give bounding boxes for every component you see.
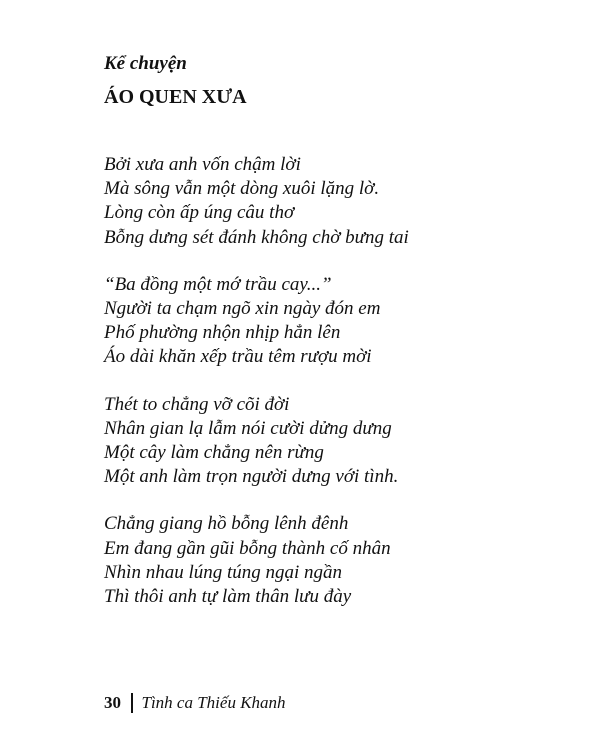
poem-line: Thét to chẳng vỡ cõi đời	[104, 393, 290, 415]
poem-line: Chẳng giang hồ bỗng lênh đênh	[104, 513, 349, 535]
poem-line: Mà sông vẫn một dòng xuôi lặng lờ.	[104, 178, 380, 200]
poem-line: Bỗng dưng sét đánh không chờ bưng tai	[104, 226, 409, 248]
poem-line: “Ba đồng một mớ trầu cay...”	[104, 273, 332, 295]
poem-line: Nhìn nhau lúng túng ngại ngần	[104, 561, 343, 583]
section-kicker: Kể chuyện	[104, 53, 187, 74]
poem-title: ÁO QUEN XƯA	[104, 86, 247, 108]
stanza-2	[104, 273, 564, 370]
poem-line: Em đang gần gũi bỗng thành cố nhân	[104, 537, 391, 559]
poem-line: Nhân gian lạ lẫm nói cười dửng dưng	[104, 417, 392, 439]
poem-line: Thì thôi anh tự làm thân lưu đày	[104, 586, 352, 608]
poem-line: Người ta chạm ngõ xin ngày đón em	[104, 298, 381, 320]
running-title: Tình ca Thiếu Khanh	[141, 693, 286, 712]
poem-body	[104, 153, 564, 632]
poem-line: Bởi xưa anh vốn chậm lời	[104, 154, 301, 175]
poem-line: Một cây làm chẳng nên rừng	[104, 442, 324, 464]
stanza-3	[104, 393, 564, 490]
poem-line: Lòng còn ấp úng câu thơ	[104, 202, 295, 224]
poem-line: Áo dài khăn xếp trầu têm rượu mời	[104, 346, 372, 368]
poem-line: Phố phường nhộn nhịp hẳn lên	[104, 322, 341, 344]
stanza-4	[104, 512, 564, 609]
stanza-1	[104, 153, 564, 250]
page-footer	[104, 690, 286, 716]
poem-line: Một anh làm trọn người dưng với tình.	[104, 466, 399, 488]
footer-divider	[131, 693, 133, 713]
page-number: 30	[104, 693, 121, 712]
